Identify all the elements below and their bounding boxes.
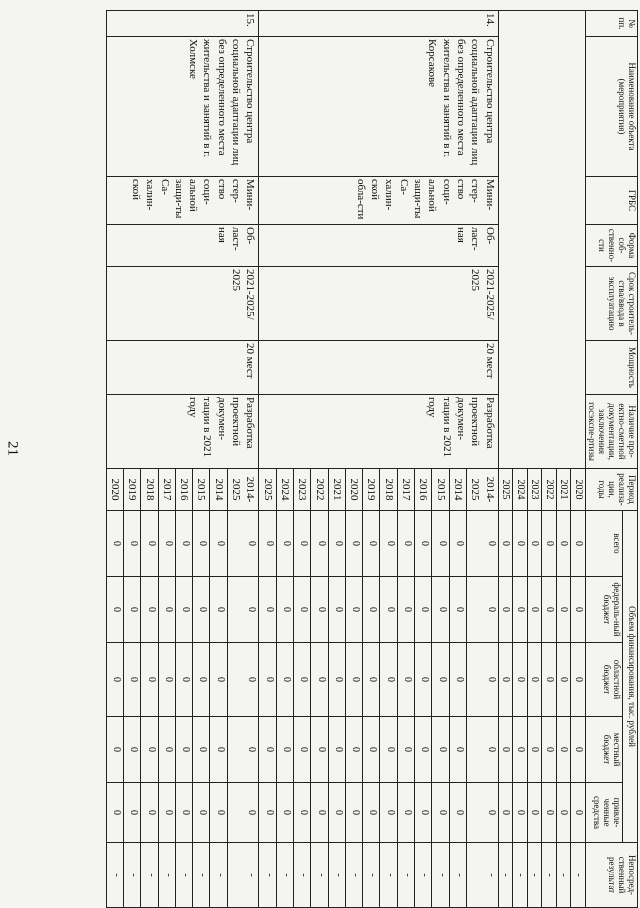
value-cell: 0 — [293, 643, 310, 717]
year-cell: 2022 — [311, 469, 328, 511]
header-grbs: ГРБС — [585, 177, 637, 225]
value-cell: - — [210, 843, 227, 908]
year-cell: 2014 — [449, 469, 466, 511]
value-cell: 0 — [328, 783, 345, 843]
value-cell: 0 — [328, 717, 345, 783]
value-cell: 0 — [259, 643, 276, 717]
year-cell: 2020 — [106, 469, 123, 511]
value-cell: 0 — [210, 511, 227, 577]
value-cell: 0 — [141, 783, 158, 843]
value-cell: 0 — [141, 643, 158, 717]
object-name: Строительство центра социальной адаптации лиц без определенного места жительства и занятий в г. Холмске — [106, 37, 259, 177]
header-psd: Наличие про-ектно-сметной документации, заключения госэкспе-ртизы — [585, 395, 637, 469]
year-cell: 2021 — [328, 469, 345, 511]
header-attracted: привле-ченные средства — [585, 783, 623, 843]
year-cell: 2015 — [432, 469, 449, 511]
value-cell: 0 — [210, 717, 227, 783]
value-cell: 0 — [311, 511, 328, 577]
value-cell: 0 — [466, 717, 498, 783]
value-cell: 0 — [556, 717, 571, 783]
value-cell: 0 — [106, 717, 123, 783]
year-cell: 2023 — [527, 469, 542, 511]
value-cell: - — [397, 843, 414, 908]
value-cell: 0 — [158, 577, 175, 643]
value-cell: 0 — [345, 577, 362, 643]
header-total: всего — [585, 511, 623, 577]
value-cell: 0 — [276, 577, 293, 643]
value-cell: 0 — [193, 643, 210, 717]
object-term: 2021-2025/ 2025 — [106, 267, 259, 341]
value-cell: 0 — [293, 717, 310, 783]
value-cell: 0 — [124, 643, 141, 717]
value-cell: 0 — [345, 717, 362, 783]
value-cell: 0 — [141, 717, 158, 783]
value-cell: 0 — [449, 577, 466, 643]
header-name: Наименование объекта (мероприятия) — [585, 37, 637, 177]
value-cell: 0 — [293, 577, 310, 643]
value-cell: 0 — [542, 577, 557, 643]
value-cell: - — [542, 843, 557, 908]
year-cell: 2025 — [259, 469, 276, 511]
value-cell: 0 — [141, 511, 158, 577]
header-finance: Объем финансирования, тыс. рублей — [623, 511, 638, 843]
table-body — [106, 11, 585, 908]
value-cell: 0 — [415, 511, 432, 577]
value-cell: 0 — [328, 511, 345, 577]
finance-table — [106, 10, 638, 908]
header-regional: областной бюджет — [585, 643, 623, 717]
value-cell: 0 — [432, 783, 449, 843]
value-cell: - — [293, 843, 310, 908]
value-cell: 0 — [571, 577, 586, 643]
value-cell: 0 — [466, 783, 498, 843]
value-cell: - — [556, 843, 571, 908]
value-cell: 0 — [363, 783, 380, 843]
value-cell: 0 — [158, 511, 175, 577]
value-cell: - — [571, 843, 586, 908]
value-cell: 0 — [513, 717, 528, 783]
value-cell: 0 — [380, 577, 397, 643]
object-form: Об-ласт-ная — [259, 225, 498, 267]
value-cell: 0 — [106, 783, 123, 843]
value-cell: 0 — [193, 511, 210, 577]
header-local: местный бюджет — [585, 717, 623, 783]
page-number: 21 — [4, 441, 21, 456]
value-cell: 0 — [259, 717, 276, 783]
value-cell: 0 — [466, 643, 498, 717]
value-cell: - — [193, 843, 210, 908]
value-cell: 0 — [106, 511, 123, 577]
value-cell: - — [432, 843, 449, 908]
value-cell: 0 — [498, 577, 513, 643]
object-psd: Разработка проектной докумен-тации в 2021 году — [106, 395, 259, 469]
value-cell: 0 — [432, 717, 449, 783]
value-cell: 0 — [527, 511, 542, 577]
value-cell: - — [311, 843, 328, 908]
value-cell: 0 — [124, 717, 141, 783]
value-cell: 0 — [141, 577, 158, 643]
value-cell: 0 — [571, 511, 586, 577]
value-cell: - — [175, 843, 192, 908]
value-cell: 0 — [227, 783, 259, 843]
year-cell: 2016 — [175, 469, 192, 511]
year-cell: 2024 — [513, 469, 528, 511]
year-cell: 2017 — [158, 469, 175, 511]
value-cell: 0 — [311, 643, 328, 717]
value-cell: 0 — [513, 783, 528, 843]
value-cell: 0 — [415, 783, 432, 843]
value-cell: 0 — [363, 511, 380, 577]
value-cell: - — [345, 843, 362, 908]
value-cell: 0 — [513, 643, 528, 717]
value-cell: - — [466, 843, 498, 908]
value-cell: - — [498, 843, 513, 908]
object-grbs: Мини-стер-ство соци-альной защи-ты Са-халин-ской обла-сти — [259, 177, 498, 225]
header-num: № пп. — [585, 11, 637, 37]
value-cell: - — [227, 843, 259, 908]
value-cell: 0 — [498, 643, 513, 717]
year-cell: 2015 — [193, 469, 210, 511]
value-cell: 0 — [227, 577, 259, 643]
value-cell: 0 — [363, 717, 380, 783]
value-cell: 0 — [466, 577, 498, 643]
value-cell: 0 — [311, 717, 328, 783]
value-cell: 0 — [158, 783, 175, 843]
value-cell: 0 — [449, 783, 466, 843]
object-num: 14. — [259, 11, 498, 37]
value-cell: - — [259, 843, 276, 908]
year-cell: 2018 — [380, 469, 397, 511]
header-period: Период реализа-ции, годы — [585, 469, 637, 511]
value-cell: 0 — [380, 783, 397, 843]
value-cell: - — [380, 843, 397, 908]
value-cell: 0 — [542, 783, 557, 843]
value-cell: 0 — [466, 511, 498, 577]
year-cell: 2019 — [363, 469, 380, 511]
value-cell: 0 — [328, 643, 345, 717]
table-row — [466, 11, 498, 908]
value-cell: 0 — [556, 783, 571, 843]
value-cell: - — [415, 843, 432, 908]
value-cell: 0 — [542, 717, 557, 783]
value-cell: 0 — [415, 643, 432, 717]
object-form: Об-ласт-ная — [106, 225, 259, 267]
object-power: 20 мест — [106, 341, 259, 395]
value-cell: 0 — [527, 577, 542, 643]
year-cell: 2020 — [345, 469, 362, 511]
value-cell: 0 — [542, 643, 557, 717]
value-cell: 0 — [193, 577, 210, 643]
header-row-1 — [623, 11, 638, 908]
year-cell: 2024 — [276, 469, 293, 511]
value-cell: 0 — [193, 783, 210, 843]
value-cell: 0 — [415, 577, 432, 643]
object-psd: Разработка проектной докумен-тации в 2021 году — [259, 395, 498, 469]
continued-cell — [498, 11, 585, 469]
year-cell: 2023 — [293, 469, 310, 511]
object-grbs: Мини-стер-ство соци-альной защи-ты Са-халин-ской — [106, 177, 259, 225]
value-cell: 0 — [124, 783, 141, 843]
value-cell: 0 — [449, 643, 466, 717]
value-cell: 0 — [210, 643, 227, 717]
value-cell: 0 — [276, 643, 293, 717]
header-form: Форма соб-ственно-сти — [585, 225, 637, 267]
value-cell: 0 — [345, 643, 362, 717]
value-cell: - — [106, 843, 123, 908]
value-cell: - — [363, 843, 380, 908]
value-cell: 0 — [124, 577, 141, 643]
value-cell: 0 — [175, 577, 192, 643]
value-cell: 0 — [432, 643, 449, 717]
object-name: Строительство центра социальной адаптации лиц без определенного места жительства и занятий в г. Корсакове — [259, 37, 498, 177]
value-cell: 0 — [363, 577, 380, 643]
value-cell: 0 — [397, 643, 414, 717]
value-cell: 0 — [542, 511, 557, 577]
value-cell: 0 — [380, 717, 397, 783]
header-power: Мощность — [585, 341, 637, 395]
value-cell: - — [328, 843, 345, 908]
year-cell: 2014-2025 — [227, 469, 259, 511]
value-cell: 0 — [175, 511, 192, 577]
value-cell: 0 — [513, 577, 528, 643]
value-cell: 0 — [556, 511, 571, 577]
year-cell: 2019 — [124, 469, 141, 511]
table-row — [571, 11, 586, 908]
value-cell: 0 — [397, 511, 414, 577]
year-cell: 2014 — [210, 469, 227, 511]
value-cell: 0 — [311, 577, 328, 643]
value-cell: 0 — [380, 511, 397, 577]
value-cell: 0 — [328, 577, 345, 643]
value-cell: 0 — [193, 717, 210, 783]
value-cell: 0 — [227, 511, 259, 577]
value-cell: 0 — [106, 643, 123, 717]
value-cell: 0 — [259, 783, 276, 843]
year-cell: 2016 — [415, 469, 432, 511]
value-cell: 0 — [571, 783, 586, 843]
value-cell: - — [527, 843, 542, 908]
object-term: 2021-2025/ 2025 — [259, 267, 498, 341]
value-cell: 0 — [210, 577, 227, 643]
year-cell: 2022 — [542, 469, 557, 511]
value-cell: 0 — [527, 717, 542, 783]
value-cell: 0 — [158, 717, 175, 783]
value-cell: 0 — [363, 643, 380, 717]
value-cell: 0 — [276, 783, 293, 843]
value-cell: 0 — [227, 643, 259, 717]
value-cell: 0 — [513, 511, 528, 577]
year-cell: 2025 — [498, 469, 513, 511]
year-cell: 2020 — [571, 469, 586, 511]
value-cell: 0 — [498, 717, 513, 783]
value-cell: 0 — [259, 577, 276, 643]
year-cell: 2014-2025 — [466, 469, 498, 511]
document-sheet — [78, 10, 638, 907]
value-cell: 0 — [175, 717, 192, 783]
value-cell: 0 — [432, 511, 449, 577]
value-cell: 0 — [276, 717, 293, 783]
value-cell: 0 — [449, 511, 466, 577]
value-cell: 0 — [498, 783, 513, 843]
value-cell: 0 — [158, 643, 175, 717]
value-cell: 0 — [124, 511, 141, 577]
value-cell: 0 — [556, 643, 571, 717]
table-row — [227, 11, 259, 908]
value-cell: 0 — [527, 643, 542, 717]
value-cell: 0 — [227, 717, 259, 783]
value-cell: - — [124, 843, 141, 908]
year-cell: 2017 — [397, 469, 414, 511]
value-cell: 0 — [345, 783, 362, 843]
object-power: 20 мест — [259, 341, 498, 395]
header-result: Непосред-ственный результат — [585, 843, 637, 908]
value-cell: 0 — [415, 717, 432, 783]
header-federal: федераль-ный бюджет — [585, 577, 623, 643]
year-cell: 2018 — [141, 469, 158, 511]
header-term: Срок строитель-ства/ввода в эксплуатацию — [585, 267, 637, 341]
value-cell: 0 — [527, 783, 542, 843]
object-num: 15. — [106, 11, 259, 37]
value-cell: - — [449, 843, 466, 908]
value-cell: - — [513, 843, 528, 908]
value-cell: 0 — [259, 511, 276, 577]
value-cell: 0 — [397, 577, 414, 643]
value-cell: 0 — [556, 577, 571, 643]
value-cell: 0 — [380, 643, 397, 717]
value-cell: 0 — [311, 783, 328, 843]
value-cell: 0 — [397, 783, 414, 843]
value-cell: 0 — [276, 511, 293, 577]
value-cell: - — [141, 843, 158, 908]
value-cell: - — [158, 843, 175, 908]
value-cell: 0 — [106, 577, 123, 643]
value-cell: 0 — [571, 717, 586, 783]
value-cell: 0 — [432, 577, 449, 643]
year-cell: 2021 — [556, 469, 571, 511]
value-cell: 0 — [498, 511, 513, 577]
value-cell: 0 — [293, 511, 310, 577]
value-cell: 0 — [175, 643, 192, 717]
value-cell: 0 — [293, 783, 310, 843]
value-cell: 0 — [345, 511, 362, 577]
value-cell: 0 — [210, 783, 227, 843]
value-cell: 0 — [397, 717, 414, 783]
value-cell: - — [276, 843, 293, 908]
value-cell: 0 — [449, 717, 466, 783]
value-cell: 0 — [175, 783, 192, 843]
value-cell: 0 — [571, 643, 586, 717]
